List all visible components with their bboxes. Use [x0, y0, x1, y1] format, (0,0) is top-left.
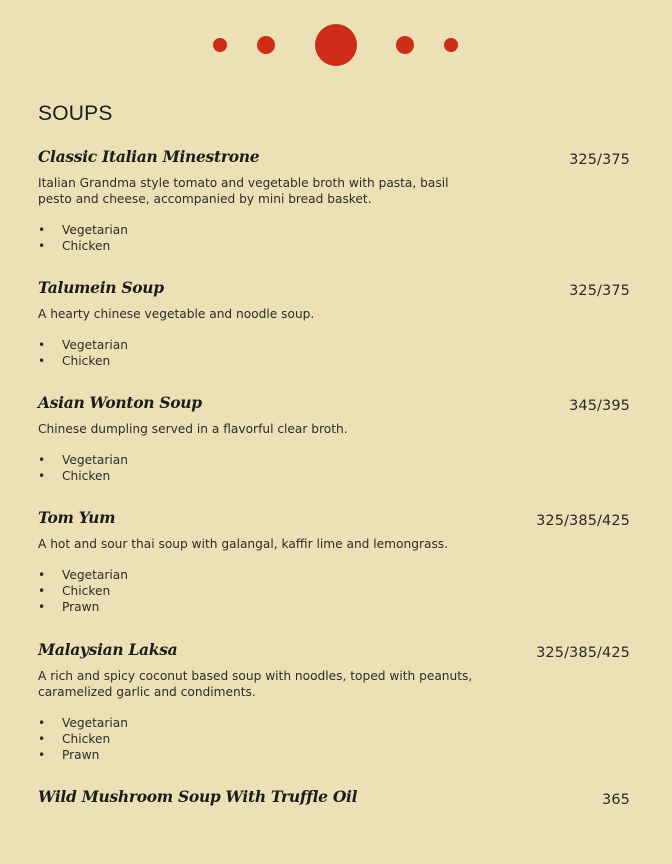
item-description: A rich and spicy coconut based soup with noodles, toped with peanuts, caramelized garlic and condiments.	[38, 669, 473, 699]
bullet-icon: •	[38, 338, 46, 352]
bullet-icon: •	[38, 223, 46, 237]
option-item: • Chicken	[38, 239, 111, 253]
item-price: 325/375	[569, 283, 630, 299]
bullet-icon: •	[38, 584, 46, 598]
dot-medium-left-icon	[257, 36, 275, 54]
bullet-icon: •	[38, 354, 46, 368]
item-options	[38, 452, 630, 484]
dot-medium-right-icon	[396, 36, 414, 54]
item-price: 365	[602, 792, 630, 808]
menu-item	[38, 640, 630, 763]
option-item: • Prawn	[38, 748, 100, 762]
bullet-icon: •	[38, 716, 46, 730]
item-price: 325/375	[569, 152, 630, 168]
menu-item	[38, 147, 630, 254]
item-options	[38, 567, 630, 615]
menu-item	[38, 508, 630, 615]
item-description: A hearty chinese vegetable and noodle soup.	[38, 307, 315, 321]
bullet-icon: •	[38, 600, 46, 614]
item-description: Italian Grandma style tomato and vegetable broth with pasta, basil pesto and cheese, accompanied by mini bread basket.	[38, 176, 449, 206]
item-name: Wild Mushroom Soup With Truffle Oil	[38, 787, 358, 806]
dot-small-left-icon	[213, 38, 227, 52]
item-options	[38, 222, 630, 254]
item-name: Tom Yum	[38, 508, 116, 527]
option-item: • Vegetarian	[38, 716, 128, 730]
item-options	[38, 715, 630, 763]
option-item: • Prawn	[38, 600, 100, 614]
menu-item	[38, 393, 630, 484]
option-item: • Chicken	[38, 584, 111, 598]
item-name: Asian Wonton Soup	[38, 393, 202, 412]
dot-small-right-icon	[444, 38, 458, 52]
option-item: • Vegetarian	[38, 338, 128, 352]
bullet-icon: •	[38, 568, 46, 582]
bullet-icon: •	[38, 732, 46, 746]
option-item: • Chicken	[38, 732, 111, 746]
item-description: A hot and sour thai soup with galangal, kaffir lime and lemongrass.	[38, 537, 449, 551]
item-price: 325/385/425	[536, 645, 630, 661]
option-item: • Chicken	[38, 469, 111, 483]
item-description: Chinese dumpling served in a flavorful clear broth.	[38, 422, 348, 436]
item-name: Talumein Soup	[38, 278, 164, 297]
bullet-icon: •	[38, 453, 46, 467]
menu-item	[38, 787, 630, 807]
section-title: SOUPS	[38, 102, 113, 125]
item-name: Malaysian Laksa	[38, 640, 178, 659]
bullet-icon: •	[38, 748, 46, 762]
dot-large-center-icon	[315, 24, 357, 66]
bullet-icon: •	[38, 469, 46, 483]
item-name: Classic Italian Minestrone	[38, 147, 260, 166]
option-item: • Vegetarian	[38, 453, 128, 467]
option-item: • Chicken	[38, 354, 111, 368]
item-price: 345/395	[569, 398, 630, 414]
option-item: • Vegetarian	[38, 223, 128, 237]
item-price: 325/385/425	[536, 513, 630, 529]
decorative-dots	[0, 0, 672, 90]
option-item: • Vegetarian	[38, 568, 128, 582]
bullet-icon: •	[38, 239, 46, 253]
menu-item	[38, 278, 630, 369]
item-options	[38, 337, 630, 369]
